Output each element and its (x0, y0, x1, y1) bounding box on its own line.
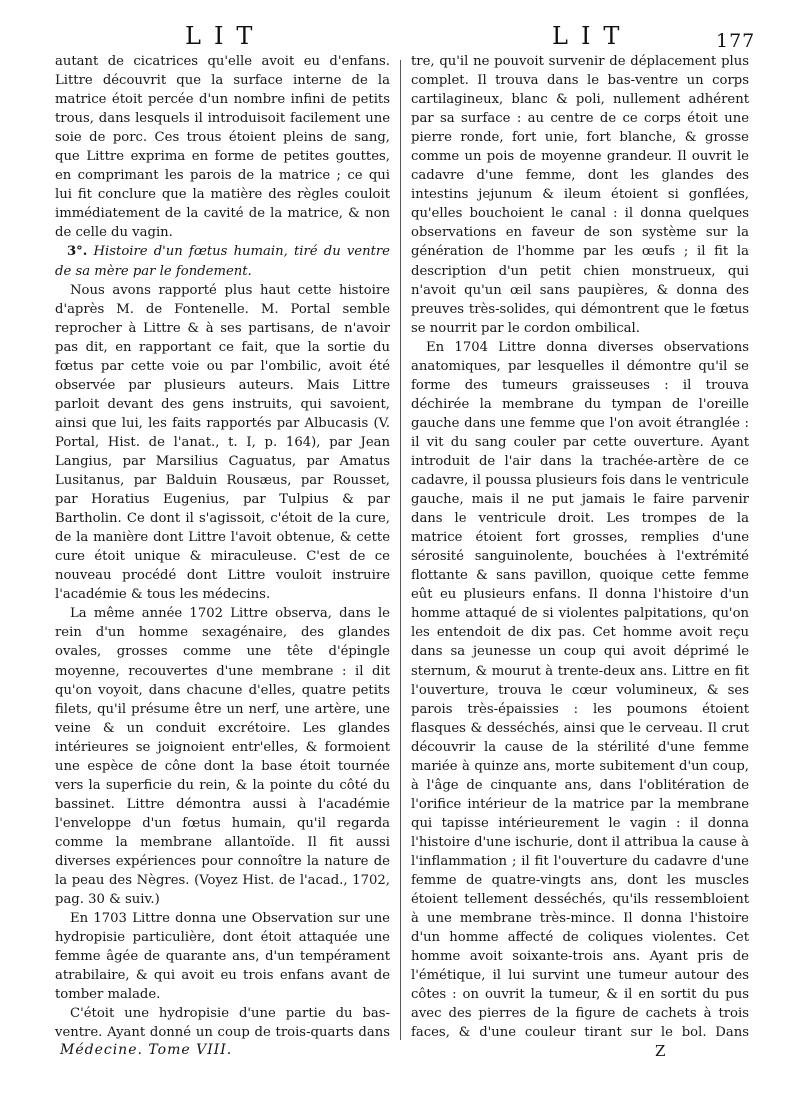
signature-line: Médecine. Tome VIII. (60, 1042, 233, 1058)
paragraph: En 1704 Littre donna diverses observations anatomiques, par lesquelles il démontre qu'il se forme des tumeurs graisseuses : il trouva déchirée la membrane du tympan de l'oreille gauche dans une femme que l'on avoit étranglée : il vit du sang couler par cette ouverture. Ayant introduit de l'air dans la trachée-artère de ce cadavre, il poussa plusieurs fois dans le ventricule gauche, mais il ne put jamais le faire parvenir dans le ventricule droit. Les trompes de la matrice étoient fort grosses, remplies d'une sérosité sanguinolente, bouchées à l'extrémité flottante & sans pavillon, quoique cette femme eût eu plusieurs enfans. Il donna l'histoire d'un homme attaqué de si violentes palpitations, qu'on les entendoit de dix pas. Cet homme avoit reçu dans sa jeunesse un coup qui avoit déprimé le sternum, & mourut à trente-deux ans. Littre en fit l'ouverture, trouva le cœur volumineux, & ses parois très-épaissies : les poumons étoient flasques & desséchés, ainsi que le cerveau. Il crut découvrir la cause de la stérilité d'une femme mariée à quinze ans, morte subitement d'un coup, à l'âge de cinquante ans, dans l'oblitération de l'orifice intérieur de la matrice par la membrane qui tapisse intérieurement le vagin : il donna l'histoire d'une ischurie, dont il attribua la cause à l'inflammation ; il fit l'ouverture du cadavre d'une femme de quatre-vingts ans, dont les muscles étoient tellement desséchés, qu'ils ressembloient à une membrane très-mince. Il donna l'histoire d'un homme affecté de coliques violentes. Cet homme avoit soixante-trois ans. Ayant pris de l'émétique, il lui survint une tumeur autour des côtes : on ouvrit la tumeur, & il en sortit du pus avec des pierres de la figure de cachets à trois faces, & d'une couleur tirant sur le bol. Dans (411, 339, 749, 1041)
page-number: 177 (716, 30, 756, 52)
paragraph: autant de cicatrices qu'elle avoit eu d'enfans. Littre découvrit que la surface interne de la matrice étoit percée d'un nombre infini de petits trous, dans lesquels il introduisoit facilement une soie de porc. Ces trous étoient pleins de sang, que Littre exprima en forme de petites gouttes, en comprimant les parois de la matrice ; ce qui lui fit conclure que la matière des règles couloit immédiatement de la cavité de la matrice, & non de celle du vagin. (55, 54, 390, 241)
column-divider (400, 60, 401, 1040)
section-heading (55, 242, 390, 280)
paragraph: Nous avons rapporté plus haut cette histoire d'après M. de Fontenelle. M. Portal semble reprocher à Littre & à ses partisans, de n'avoir pas dit, en rapportant ce fait, que la sortie du fœtus par cette voie ou par l'ombilic, avoit été observée par plusieurs auteurs. Mais Littre parloit devant des gens instruits, qui savoient, ainsi que lui, les faits rapportés par Albucasis (V. Portal, Hist. de l'anat., t. I, p. 164), par Jean Langius, par Marsilius Caguatus, par Amatus Lusitanus, par Balduin Rousæus, par Rousset, par Horatius Eugenius, par Tulpius & par Bartholin. Ce dont il s'agissoit, c'étoit de la cure, de la manière dont Littre l'avoit obtenue, & cette cure étoit unique & miraculeuse. C'est de ce nouveau procédé dont Littre vouloit instruire l'académie & tous les médecins. (55, 282, 390, 603)
paragraph: En 1703 Littre donna une Observation sur une hydropisie particulière, dont étoit attaquée une femme âgée de quarante ans, d'un tempérament atrabilaire, & qui avoit eu trois enfans avant de tomber malade. (55, 911, 390, 1003)
section-title: Histoire d'un fœtus humain, tiré du ventre de sa mère par le fondement. (55, 244, 390, 279)
signature-mark: Z (655, 1042, 666, 1060)
running-head-left: LIT (185, 22, 266, 50)
running-head-right: LIT (552, 22, 633, 50)
paragraph: tre, qu'il ne pouvoit survenir de déplacement plus complet. Il trouva dans le bas-ventre un corps cartilagineux, blanc & poli, nullement adhérent par sa surface : au centre de ce corps étoit une pierre ronde, fort unie, fort blanche, & grosse comme un pois de moyenne grandeur. Il ouvrit le cadavre d'une femme, dont les glandes des intestins jejunum & ileum étoient si gonflées, qu'elles bouchoient le canal : il donna quelques observations en faveur de son système sur la génération de l'homme par les œufs ; il fit la description d'un petit chien monstrueux, qui n'avoit qu'un œil sans paupières, & donna des preuves très-solides, qui démontrent que le fœtus se nourrit par le cordon ombilical. (411, 54, 749, 336)
right-column (411, 52, 749, 1042)
section-number: 3°. (67, 244, 88, 260)
paragraph: La même année 1702 Littre observa, dans le rein d'un homme sexagénaire, des glandes ovales, grosses comme une tête d'épingle moyenne, recouvertes d'une membrane : il dit qu'on voyoit, dans chacune d'elles, quatre petits filets, qu'il présume être un nerf, une artère, une veine & un conduit excrétoire. Les glandes intérieures se joignoient entr'elles, & formoient une espèce de cône dont la base étoit tournée vers la superficie du rein, & la pointe du côté du bassinet. Littre démontra aussi à l'académie l'enveloppe d'un fœtus humain, qu'il regarda comme la membrane allantoïde. Il fit aussi diverses expériences pour connoître la nature de la peau des Nègres. (Voyez Hist. de l'acad., 1702, pag. 30 & suiv.) (55, 606, 390, 908)
left-column (55, 52, 390, 1042)
paragraph: C'étoit une hydropisie d'une partie du bas-ventre. Ayant donné un coup de trois-quarts dans (55, 1006, 390, 1041)
